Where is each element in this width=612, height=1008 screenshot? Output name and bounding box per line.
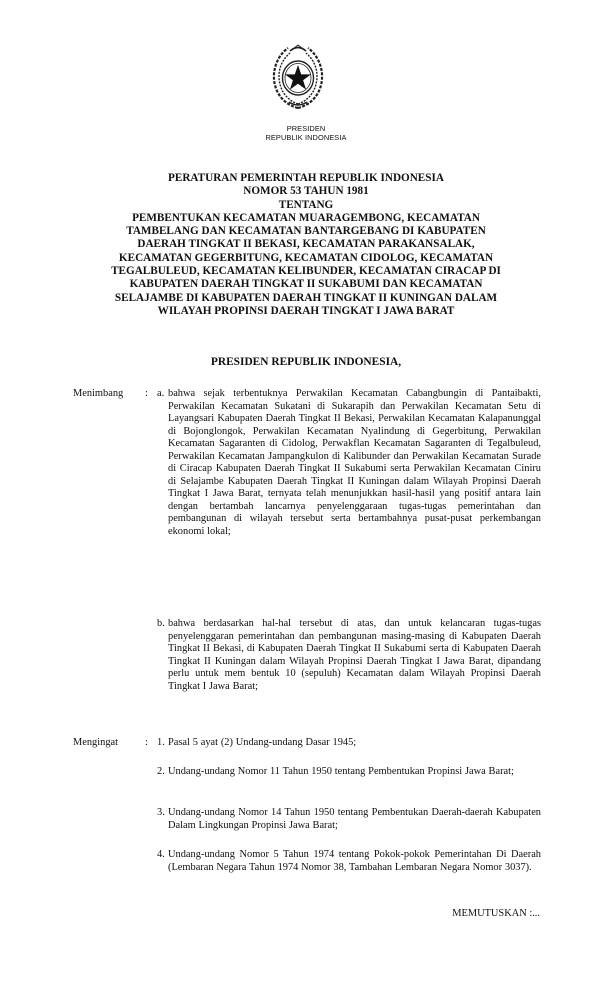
menimbang-item-a-text: bahwa sejak terbentuknya Perwakilan Kecamatan Cabangbungin di Pantaibakti, Perwakilan Kecamatan Sukatani di Sukarapih dan Perwakilan Kecamatan Setu di Layangsari Kabupaten Daerah Tingkat II Bekasi, Perwakilan Kecamatan Kalapanunggal di Bojonglongok, Perwakilan Kecamatan Nyalindung di Gegerbitung, Perwakilan Kecamatan Sagaranten di Cidolog, Perwakflan Kecamatan Sagaranten di Tegalbuleud, Perwakilan Kecamatan Jampangkulon di Kalibunder dan Perwakilan Kecamatan Surade di Ciracap Kabupaten Daerah Tingkat II Sukabumi serta Perwakilan Kecamatan Ciniru di Selajambe Kabupaten Daerah Tingkat II Kuningan dalam Wilayah Propinsi Daerah Tingkat I Jawa Barat, ternyata telah menunjukkan hasil-hasil yang positif antara lain dengan bertambah lancarnya penyelenggaraan tugas-tugas pemerintahan dan pembangunan di wilayah tersebut serta bertambahnya pusat-pusat perkembangan ekonomi lokal; <box>168 388 541 538</box>
menimbang-item-b-text: bahwa berdasarkan hal-hal tersebut di atas, dan untuk kelancaran tugas-tugas penyelenggaran pemerintahan dan pembangunan masing-masing di Kabupaten Daerah Tingkat II Bekasi, di Kabupaten Daerah Tingkat II Sukabumi serta di Kabupaten Daerah Tingkat II Kuningan dalam Wilayah Propinsi Daerah Tingkat I Jawa Barat, dipandang perlu untuk mem bentuk 10 (sepuluh) Kecamatan dalam Wilayah Propinsi Daerah Tingkat I Jawa Barat; <box>168 618 541 692</box>
mengingat-item-3-text: Undang-undang Nomor 14 Tahun 1950 tentang Pembentukan Daerah-daerah Kabupaten Dalam Lingkungan Propinsi Jawa Barat; <box>168 807 541 831</box>
title-line: TENTANG <box>278 198 334 211</box>
menimbang-item-a-marker: a. <box>157 388 165 399</box>
title-line: NOMOR 53 TAHUN 1981 <box>243 185 369 198</box>
mengingat-item-2-marker: 2. <box>157 766 165 777</box>
menimbang-colon: : <box>145 388 148 399</box>
menimbang-label: Menimbang <box>73 388 124 399</box>
title-line: SELAJAMBE DI KABUPATEN DAERAH TINGKAT II KUNINGAN DALAM <box>114 291 498 304</box>
mengingat-item-4-text: Undang-undang Nomor 5 Tahun 1974 tentang Pokok-pokok Pemerintahan Di Daerah (Lembaran Negara Tahun 1974 Nomor 38, Tambahan Lembaran Negara Nomor 3037). <box>168 849 541 873</box>
mengingat-item-2-text: Undang-undang Nomor 11 Tahun 1950 tentang Pembentukan Propinsi Jawa Barat; <box>168 766 514 777</box>
header-presiden: PRESIDEN <box>286 124 326 133</box>
title-line: DAERAH TINGKAT II BEKASI, KECAMATAN PARAKANSALAK, <box>137 238 475 251</box>
mengingat-label: Mengingat <box>73 737 119 748</box>
president-heading: PRESIDEN REPUBLIK INDONESIA, <box>210 356 402 368</box>
title-line: KABUPATEN DAERAH TINGKAT II SUKABUMI DAN KECAMATAN <box>129 278 483 291</box>
title-line: TEGALBULEUD, KECAMATAN KELIBUNDER, KECAMATAN CIRACAP DI <box>111 265 501 278</box>
continuation-memutuskan: MEMUTUSKAN :... <box>452 908 540 919</box>
mengingat-colon: : <box>145 737 148 748</box>
title-line: WILAYAH PROPINSI DAERAH TINGKAT I JAWA BARAT <box>157 304 455 317</box>
title-line: PERATURAN PEMERINTAH REPUBLIK INDONESIA <box>168 172 444 184</box>
garuda-star-emblem-icon <box>268 42 328 112</box>
title-line: TAMBELANG DAN KECAMATAN BANTARGEBANG DI KABUPATEN <box>126 225 486 238</box>
mengingat-item-1-text: Pasal 5 ayat (2) Undang-undang Dasar 1945; <box>168 737 357 748</box>
mengingat-item-3-marker: 3. <box>157 807 165 818</box>
mengingat-item-4-marker: 4. <box>157 849 165 860</box>
mengingat-item-1-marker: 1. <box>157 737 165 748</box>
header-republik-indonesia: REPUBLIK INDONESIA <box>265 133 347 142</box>
regulation-title <box>60 172 552 318</box>
title-line: KECAMATAN GEGERBITUNG, KECAMATAN CIDOLOG, KECAMATAN <box>118 251 494 264</box>
title-line: PEMBENTUKAN KECAMATAN MUARAGEMBONG, KECAMATAN <box>132 211 480 224</box>
menimbang-item-b-marker: b. <box>157 618 165 629</box>
